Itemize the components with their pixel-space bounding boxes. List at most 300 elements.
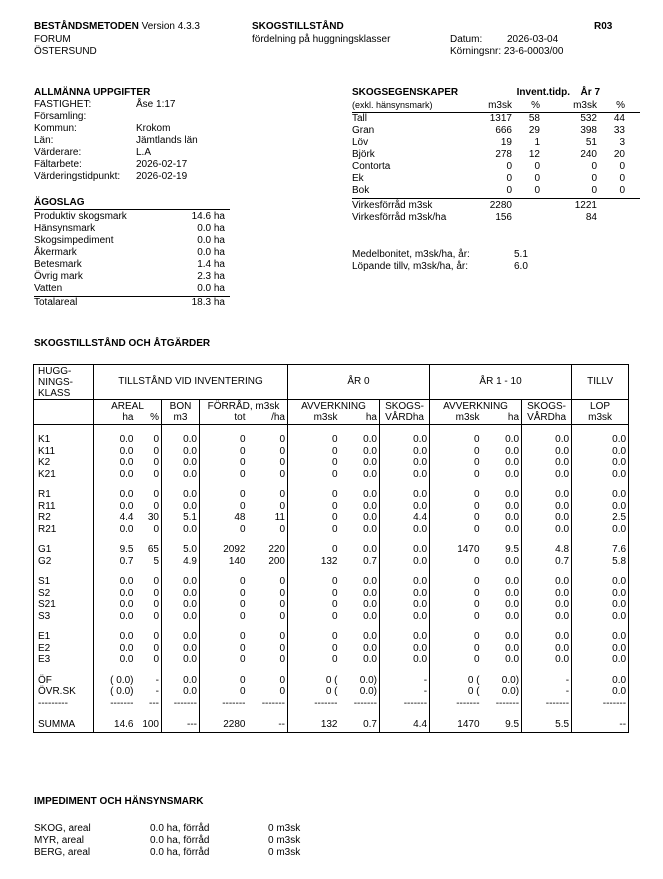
header-class: HUGG- NINGS- KLASS <box>34 365 94 400</box>
cell-areal-pct: 0 <box>153 610 159 622</box>
species-label: Löv <box>352 137 369 148</box>
cell-avv0-ha: 0.7 <box>340 718 380 733</box>
ownership-value: 2.3 ha <box>197 271 225 282</box>
report-code: R03 <box>594 21 613 32</box>
cell-class: S2 <box>34 588 94 600</box>
ownership-value: 14.6 ha <box>191 211 225 222</box>
cell-skogsvard0: 0.0 <box>380 654 430 666</box>
cell-lop: 0.0 <box>572 599 629 611</box>
cell-areal-ha: 0.0 <box>94 469 136 481</box>
species-year-volume: 0 <box>591 173 597 184</box>
forest-stock-divider <box>352 198 640 199</box>
cell-forrad-perha: 0 <box>279 654 285 665</box>
cell-class: SUMMA <box>34 718 94 733</box>
general-label: Kommun: <box>34 123 77 134</box>
cell-forrad-perha: 0 <box>279 523 285 535</box>
cell-forrad-tot: 2092 <box>200 544 248 556</box>
cell-areal-pct: 65 <box>147 544 159 555</box>
table-row <box>34 611 629 623</box>
cell-lop: 0.0 <box>572 501 629 513</box>
cell-avv0-m3sk: 132 <box>288 718 340 733</box>
species-year-pct: 0 <box>619 173 625 184</box>
forest-unit-pct: % <box>531 100 540 111</box>
cell-bon: 0.0 <box>162 611 200 623</box>
cell-skogsvard0: 0.0 <box>380 434 430 446</box>
cell-lop: 0.0 <box>572 643 629 655</box>
impediment-title: IMPEDIMENT OCH HÄNSYNSMARK <box>34 796 204 807</box>
cell-avv0-ha: 0.0 <box>363 599 377 610</box>
cell-avv1-ha: 0.0 <box>505 457 520 468</box>
cell-class: S3 <box>34 611 94 623</box>
cell-avv0-m3sk: 0 <box>288 631 340 643</box>
cell-avv0-m3sk: 0 ( <box>288 675 340 687</box>
impediment-label: MYR, areal <box>34 835 85 846</box>
table-row <box>34 576 629 588</box>
cell-avv0-m3sk: ------- <box>288 698 340 710</box>
cell-skogsvard1: 0.0 <box>522 599 572 611</box>
species-invent-pct: 0 <box>534 173 540 184</box>
cell-avv1-m3sk: 0 <box>430 457 482 469</box>
species-year-pct: 3 <box>619 137 625 148</box>
species-invent-volume: 0 <box>506 173 512 184</box>
table-subheader-row <box>34 400 629 413</box>
cell-skogsvard1: 0.0 <box>522 446 572 458</box>
species-year-pct: 20 <box>613 149 625 160</box>
cell-avv0-ha: ------- <box>353 697 377 709</box>
cell-class: E2 <box>34 643 94 655</box>
cell-avv0-ha: 0.0 <box>363 457 377 468</box>
cell-avv1-ha: 0.0 <box>505 445 520 457</box>
cell-avv1-ha: 0.0 <box>505 500 520 512</box>
cell-skogsvard1: 0.0 <box>522 524 572 536</box>
species-label: Bok <box>352 185 370 196</box>
cell-skogsvard0: 0.0 <box>380 544 430 556</box>
unit-lop: m3sk <box>572 412 629 425</box>
cell-skogsvard0: - <box>380 675 430 687</box>
cell-avv0-ha: 0.0 <box>363 587 377 599</box>
cell-areal-pct: 0 <box>153 576 159 587</box>
cell-avv0-m3sk: 0 <box>288 512 340 524</box>
cell-forrad-tot: 0 <box>200 643 248 655</box>
header-year1-10: ÅR 1 - 10 <box>430 365 572 400</box>
cell-forrad-perha: 0 <box>279 587 285 599</box>
table-row <box>34 501 629 513</box>
cell-skogsvard0: 0.0 <box>380 556 430 568</box>
cell-class: K2 <box>34 457 94 469</box>
table-row <box>34 512 629 524</box>
cell-avv0-ha: 0.0) <box>359 674 377 686</box>
cell-lop: 0.0 <box>572 631 629 643</box>
ownership-divider <box>34 209 230 210</box>
header-avverkning-1: AVVERKNING <box>430 400 522 413</box>
cell-lop: 5.8 <box>572 556 629 568</box>
unit-m3: m3 <box>162 412 200 425</box>
table-spacer-row <box>34 425 629 435</box>
cell-forrad-perha: 0 <box>279 500 285 512</box>
cell-class: ÖF <box>34 675 94 687</box>
cell-bon: 0.0 <box>162 457 200 469</box>
ownership-value: 0.0 ha <box>197 235 225 246</box>
cell-skogsvard0: 0.0 <box>380 599 430 611</box>
cell-avv0-m3sk: 0 <box>288 457 340 469</box>
growth-value: 6.0 <box>514 261 528 272</box>
cell-forrad-tot: 0 <box>200 434 248 446</box>
impediment-volume: 0 m3sk <box>268 835 301 846</box>
cell-skogsvard1: 0.0 <box>522 501 572 513</box>
cell-avv0-ha: 0.0 <box>363 631 377 642</box>
cell-forrad-tot: 0 <box>200 599 248 611</box>
org-city: ÖSTERSUND <box>34 46 97 57</box>
cell-avv1-ha: 0.0 <box>505 489 520 500</box>
cell-bon: 5.0 <box>162 544 200 556</box>
cell-avv1-ha: 0.0 <box>505 587 520 599</box>
cell-lop: 0.0 <box>572 469 629 481</box>
unit-vardha-1: VÅRDha <box>522 412 572 425</box>
cell-class: K21 <box>34 469 94 481</box>
general-title: ALLMÄNNA UPPGIFTER <box>34 87 151 98</box>
species-invent-pct: 0 <box>534 161 540 172</box>
cell-lop: 0.0 <box>572 686 629 698</box>
run-number: Körningsnr: 23-6-0003/00 <box>450 46 564 57</box>
cell-areal-pct: 0 <box>153 468 159 480</box>
cell-skogsvard0: 0.0 <box>380 501 430 513</box>
cell-areal-ha: 4.4 <box>94 512 136 524</box>
cell-avv1-m3sk: 0 <box>430 643 482 655</box>
cell-skogsvard0: 0.0 <box>380 457 430 469</box>
species-invent-volume: 278 <box>495 149 512 160</box>
species-invent-pct: 1 <box>534 137 540 148</box>
growth-label: Löpande tillv, m3sk/ha, år: <box>352 261 468 272</box>
table-row <box>34 631 629 643</box>
cell-forrad-tot: 0 <box>200 654 248 666</box>
cell-avv1-m3sk: 0 <box>430 611 482 623</box>
cell-bon: 0.0 <box>162 434 200 446</box>
cell-forrad-perha: 0 <box>279 686 285 697</box>
general-value: Krokom <box>136 123 171 134</box>
impediment-area: 0.0 ha, förråd <box>150 835 210 846</box>
cell-avv1-m3sk: 0 ( <box>430 686 482 698</box>
cell-avv1-ha: 0.0 <box>505 512 520 523</box>
species-invent-volume: 19 <box>500 137 512 148</box>
total-area-value: 18.3 ha <box>191 297 225 308</box>
cell-lop: 2.5 <box>572 512 629 524</box>
cell-class: R21 <box>34 524 94 536</box>
species-year-volume: 398 <box>580 125 597 136</box>
general-value: 2026-02-17 <box>136 159 188 170</box>
cell-class: --------- <box>34 698 94 710</box>
cell-avv0-ha: 0.0 <box>363 544 377 555</box>
species-invent-volume: 1317 <box>489 113 512 124</box>
bonitet-label: Medelbonitet, m3sk/ha, år: <box>352 249 470 260</box>
cell-skogsvard1: ------- <box>522 698 572 710</box>
table-row <box>34 446 629 458</box>
cell-areal-pct: --- <box>149 697 159 709</box>
cell-forrad-tot: 0 <box>200 501 248 513</box>
cell-skogsvard0: 0.0 <box>380 469 430 481</box>
cell-class: ÖVR.SK <box>34 686 94 698</box>
cell-avv1-ha: 9.5 <box>482 718 522 733</box>
cell-bon: 0.0 <box>162 631 200 643</box>
cell-areal-ha: 0.0 <box>94 643 136 655</box>
cell-class: E1 <box>34 631 94 643</box>
species-label: Ek <box>352 173 364 184</box>
cell-forrad-perha: ------- <box>261 697 285 709</box>
species-label: Tall <box>352 113 368 124</box>
cell-skogsvard0: 0.0 <box>380 576 430 588</box>
cell-areal-pct: 0 <box>153 434 159 445</box>
cell-avv0-m3sk: 0 <box>288 654 340 666</box>
cell-areal-ha: 0.0 <box>94 631 136 643</box>
report-title: SKOGSTILLSTÅND <box>252 21 344 32</box>
general-label: Församling: <box>34 111 87 122</box>
unit-vardha-0: VÅRDha <box>380 412 430 425</box>
cell-avv1-m3sk: 0 <box>430 524 482 536</box>
cell-avv0-ha: 0.0 <box>363 576 377 587</box>
cell-avv1-ha: 0.0 <box>505 468 520 480</box>
cell-skogsvard1: - <box>522 675 572 687</box>
cell-skogsvard1: 0.0 <box>522 457 572 469</box>
impediment-volume: 0 m3sk <box>268 847 301 858</box>
impediment-label: SKOG, areal <box>34 823 91 834</box>
cell-avv1-m3sk: 0 <box>430 599 482 611</box>
stock-label: Virkesförråd m3sk <box>352 200 433 211</box>
cell-forrad-perha: 220 <box>268 544 285 555</box>
cell-areal-ha: 0.7 <box>94 556 136 568</box>
ownership-value: 0.0 ha <box>197 247 225 258</box>
cell-forrad-tot: 0 <box>200 457 248 469</box>
cell-areal-ha: 0.0 <box>94 654 136 666</box>
cell-skogsvard0: ------- <box>380 698 430 710</box>
cell-avv1-m3sk: 0 <box>430 512 482 524</box>
general-label: Fältarbete: <box>34 159 82 170</box>
cell-avv0-m3sk: 0 <box>288 446 340 458</box>
cell-forrad-perha: 0 <box>279 445 285 457</box>
cell-avv1-ha: 0.0 <box>505 610 520 622</box>
table-row <box>34 686 629 698</box>
cell-lop: ------- <box>572 698 629 710</box>
table-header-row <box>34 365 629 400</box>
table-row <box>34 524 629 536</box>
cell-avv1-m3sk: 1470 <box>430 718 482 733</box>
cell-avv0-m3sk: 0 <box>288 501 340 513</box>
cell-areal-ha: 0.0 <box>94 501 136 513</box>
cell-skogsvard0: 0.0 <box>380 524 430 536</box>
table-spacer-row <box>34 709 629 718</box>
cell-forrad-perha: 0 <box>279 457 285 468</box>
header-skogs-1: SKOGS- <box>522 400 572 413</box>
general-label: Län: <box>34 135 54 146</box>
cell-forrad-tot: 0 <box>200 588 248 600</box>
cell-avv1-ha: ------- <box>495 697 520 709</box>
cell-skogsvard1: 0.0 <box>522 434 572 446</box>
general-label: Värderingstidpunkt: <box>34 171 121 182</box>
cell-bon: 0.0 <box>162 599 200 611</box>
forest-col-year: År 7 <box>580 87 600 98</box>
table-spacer-row <box>34 666 629 675</box>
cell-forrad-perha: 0 <box>279 599 285 610</box>
species-year-volume: 532 <box>580 113 597 124</box>
cell-areal-pct: 0 <box>153 445 159 457</box>
cell-class: S21 <box>34 599 94 611</box>
cell-skogsvard1: 0.0 <box>522 643 572 655</box>
cell-avv1-ha: 0.0 <box>505 642 520 654</box>
forest-unit-pct-2: % <box>616 100 625 111</box>
cell-areal-ha: 0.0 <box>94 576 136 588</box>
species-year-pct: 44 <box>613 113 625 124</box>
cell-class: R1 <box>34 489 94 501</box>
species-year-pct: 33 <box>613 125 625 136</box>
cell-lop: 0.0 <box>572 611 629 623</box>
cell-avv1-m3sk: 0 <box>430 631 482 643</box>
forest-state-table <box>33 364 629 733</box>
general-label: Värderare: <box>34 147 82 158</box>
impediment-area: 0.0 ha, förråd <box>150 823 210 834</box>
ownership-title: ÄGOSLAG <box>34 197 85 208</box>
cell-avv1-m3sk: 0 <box>430 588 482 600</box>
table-spacer-row <box>34 622 629 631</box>
cell-forrad-perha: 11 <box>274 512 285 523</box>
cell-bon: 0.0 <box>162 675 200 687</box>
cell-bon: 0.0 <box>162 588 200 600</box>
cell-skogsvard0: 0.0 <box>380 446 430 458</box>
cell-class: R2 <box>34 512 94 524</box>
cell-avv0-m3sk: 132 <box>288 556 340 568</box>
cell-areal-pct: 0 <box>153 457 159 468</box>
cell-avv1-m3sk: 0 <box>430 469 482 481</box>
cell-areal-pct: 5 <box>153 555 159 567</box>
cell-areal-pct: 0 <box>153 599 159 610</box>
cell-avv0-m3sk: 0 <box>288 434 340 446</box>
ownership-label: Betesmark <box>34 259 82 270</box>
cell-skogsvard1: 0.0 <box>522 469 572 481</box>
cell-areal-ha: 0.0 <box>94 434 136 446</box>
cell-areal-pct: 30 <box>147 512 159 523</box>
cell-forrad-tot: 0 <box>200 686 248 698</box>
cell-forrad-tot: 140 <box>200 556 248 568</box>
cell-avv1-m3sk: 0 <box>430 576 482 588</box>
cell-lop: 0.0 <box>572 446 629 458</box>
header-year0: ÅR 0 <box>288 365 430 400</box>
cell-avv0-m3sk: 0 <box>288 489 340 501</box>
cell-bon: 0.0 <box>162 643 200 655</box>
cell-areal-ha: 0.0 <box>94 588 136 600</box>
cell-avv1-ha: 0.0 <box>505 434 520 445</box>
cell-class: G2 <box>34 556 94 568</box>
cell-areal-ha: 14.6 <box>94 718 136 733</box>
cell-avv1-ha: 0.0 <box>505 631 520 642</box>
species-invent-pct: 12 <box>528 149 540 160</box>
cell-forrad-tot: 48 <box>200 512 248 524</box>
cell-avv0-ha: 0.0 <box>363 610 377 622</box>
stock-per-ha-year: 84 <box>585 212 597 223</box>
ownership-label: Hänsynsmark <box>34 223 96 234</box>
species-year-pct: 0 <box>619 161 625 172</box>
cell-avv0-ha: 0.0 <box>363 434 377 445</box>
cell-areal-pct: - <box>155 686 159 697</box>
species-invent-volume: 0 <box>506 161 512 172</box>
species-invent-volume: 666 <box>495 125 512 136</box>
cell-skogsvard1: 5.5 <box>522 718 572 733</box>
header-bon: BON <box>162 400 200 413</box>
ownership-label: Övrig mark <box>34 271 83 282</box>
cell-skogsvard1: 0.0 <box>522 611 572 623</box>
cell-avv0-ha: 0.0 <box>363 468 377 480</box>
table-row <box>34 599 629 611</box>
cell-avv1-m3sk: 1470 <box>430 544 482 556</box>
cell-avv1-ha: 0.0 <box>505 576 520 587</box>
forest-title: SKOGSEGENSKAPER <box>352 87 459 98</box>
forest-subtitle: (exkl. hänsynsmark) <box>352 100 433 110</box>
cell-forrad-perha: 0 <box>279 642 285 654</box>
cell-avv0-ha: 0.0 <box>363 500 377 512</box>
stock-per-ha-invent: 156 <box>495 212 512 223</box>
cell-lop: 0.0 <box>572 524 629 536</box>
unit-m3sk-0: m3sk <box>288 412 340 425</box>
cell-avv1-ha: 0.0 <box>505 654 520 665</box>
cell-avv0-m3sk: 0 <box>288 524 340 536</box>
cell-lop: 0.0 <box>572 489 629 501</box>
table-row <box>34 544 629 556</box>
cell-areal-ha: 0.0 <box>94 489 136 501</box>
cell-lop: 0.0 <box>572 576 629 588</box>
species-invent-pct: 29 <box>528 125 540 136</box>
header-state: TILLSTÅND VID INVENTERING <box>94 365 288 400</box>
cell-avv0-m3sk: 0 <box>288 643 340 655</box>
unit-pct: % <box>136 412 162 425</box>
table-spacer-row <box>34 535 629 544</box>
unit-ha-1: ha <box>482 412 522 425</box>
date-value: 2026-03-04 <box>507 34 559 45</box>
cell-bon: 0.0 <box>162 501 200 513</box>
table-unit-row <box>34 412 629 425</box>
cell-class: G1 <box>34 544 94 556</box>
cell-skogsvard0: 0.0 <box>380 631 430 643</box>
cell-avv1-ha: 0.0 <box>505 555 520 567</box>
general-value: 2026-02-19 <box>136 171 188 182</box>
species-year-volume: 0 <box>591 185 597 196</box>
general-value: Åse 1:17 <box>136 99 176 110</box>
cell-avv1-ha: 0.0 <box>505 523 520 535</box>
cell-bon: 0.0 <box>162 576 200 588</box>
cell-forrad-perha: 0 <box>279 489 285 500</box>
general-label: FASTIGHET: <box>34 99 92 110</box>
cell-bon: 0.0 <box>162 446 200 458</box>
cell-areal-pct: 0 <box>153 654 159 665</box>
cell-avv0-m3sk: 0 <box>288 588 340 600</box>
header-skogs-0: SKOGS- <box>380 400 430 413</box>
section-title: SKOGSTILLSTÅND OCH ÅTGÄRDER <box>34 338 211 349</box>
header-lop: LOP <box>572 400 629 413</box>
table-row <box>34 643 629 655</box>
unit-tot: tot <box>200 412 248 425</box>
cell-skogsvard0: 0.0 <box>380 643 430 655</box>
species-label: Björk <box>352 149 375 160</box>
species-year-pct: 0 <box>619 185 625 196</box>
cell-avv1-ha: 9.5 <box>505 544 520 555</box>
cell-areal-pct: 100 <box>136 718 162 733</box>
cell-avv1-ha: 0.0) <box>501 674 520 686</box>
cell-lop: -- <box>572 718 629 733</box>
species-invent-pct: 58 <box>528 113 540 124</box>
cell-lop: 0.0 <box>572 654 629 666</box>
org-name: FORUM <box>34 34 71 45</box>
cell-avv0-ha: 0.0 <box>363 512 377 523</box>
cell-skogsvard1: 0.0 <box>522 654 572 666</box>
cell-avv0-m3sk: 0 <box>288 469 340 481</box>
cell-class: K1 <box>34 434 94 446</box>
cell-skogsvard1: 4.8 <box>522 544 572 556</box>
ownership-value: 0.0 ha <box>197 223 225 234</box>
